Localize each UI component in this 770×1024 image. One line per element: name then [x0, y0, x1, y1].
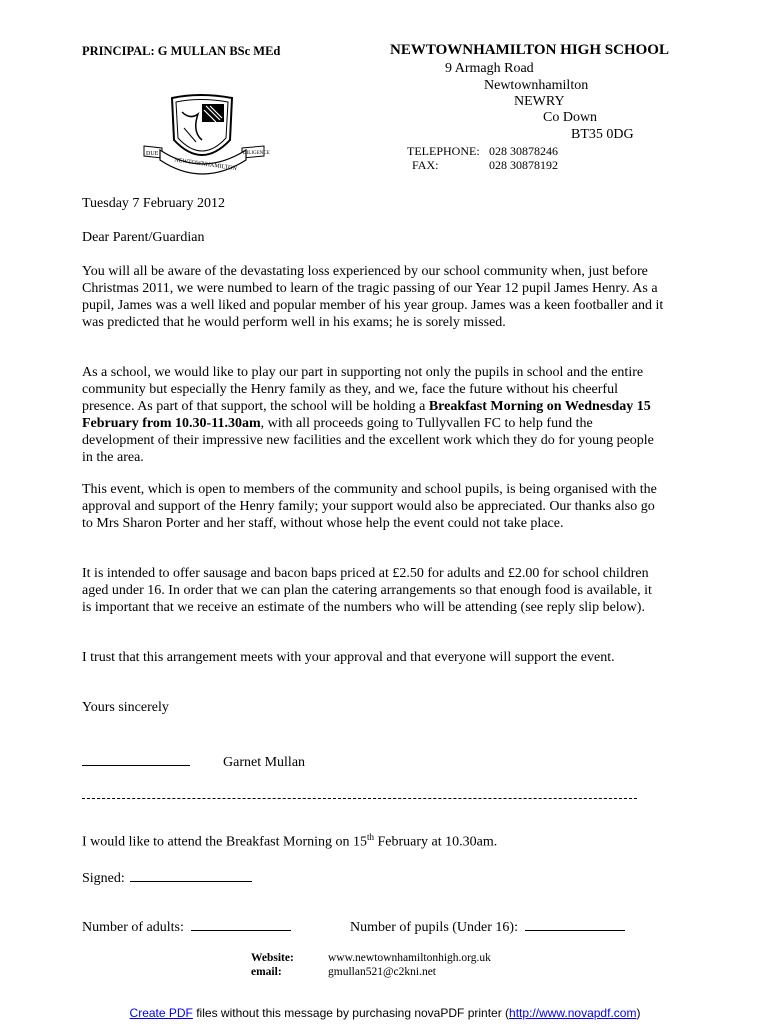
footer-end: ) [636, 1006, 641, 1020]
paragraph-3: This event, which is open to members of the community and school pupils, is being organised with the approval and support of the Henry family; your support would also be appreciated. Our thanks also go to Mrs Sharon Porter and her staff, without whose help the event could not take place. [82, 482, 657, 531]
address-line-1: 9 Armagh Road [445, 61, 534, 76]
signed-row [82, 867, 252, 887]
letter-closing: Yours sincerely [82, 700, 169, 715]
footer-text: files without this message by purchasing novaPDF printer ( [192, 1006, 510, 1020]
crest-motto-right: DILIGENCE [243, 151, 270, 156]
address-line-2: Newtownhamilton [484, 78, 589, 93]
website-label: Website: [251, 952, 294, 964]
signature-line [82, 751, 190, 766]
reply-attend-statement [82, 832, 497, 851]
principal-name: PRINCIPAL: G MULLAN BSc MEd [82, 44, 281, 58]
school-crest-icon [140, 92, 270, 187]
paragraph-4: It is intended to offer sausage and bacon baps priced at £2.50 for adults and £2.00 for school children aged under 16. In order that we can plan the catering arrangements so that enough food is available, it is important that we receive an estimate of the numbers who will be attending (see reply slip below). [82, 566, 652, 615]
school-name: NEWTOWNHAMILTON HIGH SCHOOL [390, 42, 669, 58]
attend-text-b: February at 10.30am. [374, 834, 498, 850]
signed-label: Signed: [82, 871, 125, 886]
address-line-5: BT35 0DG [571, 127, 634, 142]
address-line-3: NEWRY [514, 94, 565, 109]
telephone-number: 028 30878246 [489, 144, 558, 158]
paragraph-2 [82, 364, 664, 466]
novapdf-link[interactable]: http://www.novapdf.com [509, 1006, 637, 1020]
tear-off-line [82, 798, 637, 799]
telephone-label: TELEPHONE: [407, 144, 480, 158]
event-details-bold: Breakfast Morning on Wednesday 15 February from 10.30-11.30am [82, 399, 651, 431]
paragraph-5: I trust that this arrangement meets with your approval and that everyone will support the event. [82, 650, 615, 665]
attend-text-a: I would like to attend the Breakfast Morning on 15 [82, 834, 367, 850]
pupils-label: Number of pupils (Under 16): [350, 920, 518, 935]
fax-label: FAX: [412, 158, 439, 172]
crest-motto-left: DUE [146, 151, 159, 157]
pupils-count-field[interactable] [525, 916, 625, 931]
pupils-row [350, 916, 625, 936]
paragraph-2-text-b: , with all proceeds going to Tullyvallen FC to help fund the development of their impressive new facilities and the excellent work which they do for young people in the area. [82, 416, 654, 465]
signature-area [82, 751, 305, 771]
novapdf-footer [0, 1006, 770, 1020]
paragraph-1: You will all be aware of the devastating loss experienced by our school community when, just before Christmas 2011, we were numbed to learn of the tragic passing of our Year 12 pupil James Henry. As a pupil, James was a well liked and popular member of his year group. James was a keen footballer and it was predicted that he would perform well in his exams; he is sorely missed. [82, 264, 664, 330]
signatory-name: Garnet Mullan [223, 755, 306, 770]
letter-date: Tuesday 7 February 2012 [82, 196, 225, 211]
adults-count-field[interactable] [191, 916, 291, 931]
create-pdf-link[interactable]: Create PDF [129, 1006, 193, 1020]
signed-field[interactable] [130, 867, 252, 882]
letter-salutation: Dear Parent/Guardian [82, 230, 205, 245]
adults-label: Number of adults: [82, 920, 184, 935]
fax-number: 028 30878192 [489, 158, 558, 172]
website-url[interactable]: www.newtownhamiltonhigh.org.uk [328, 952, 491, 964]
attend-ordinal: th [367, 832, 375, 842]
adults-row [82, 916, 291, 936]
email-address[interactable]: gmullan521@c2kni.net [328, 966, 437, 978]
address-line-4: Co Down [543, 110, 598, 125]
email-label: email: [251, 966, 282, 978]
crest-ribbon-text: NEWTOWNHAMILTON [173, 157, 238, 173]
paragraph-2-text-a: As a school, we would like to play our part in supporting not only the pupils in school and the entire community but especially the Henry family as they, and we, face the future without his cheerful presence. As part of that support, the school will be holding a [82, 365, 644, 414]
